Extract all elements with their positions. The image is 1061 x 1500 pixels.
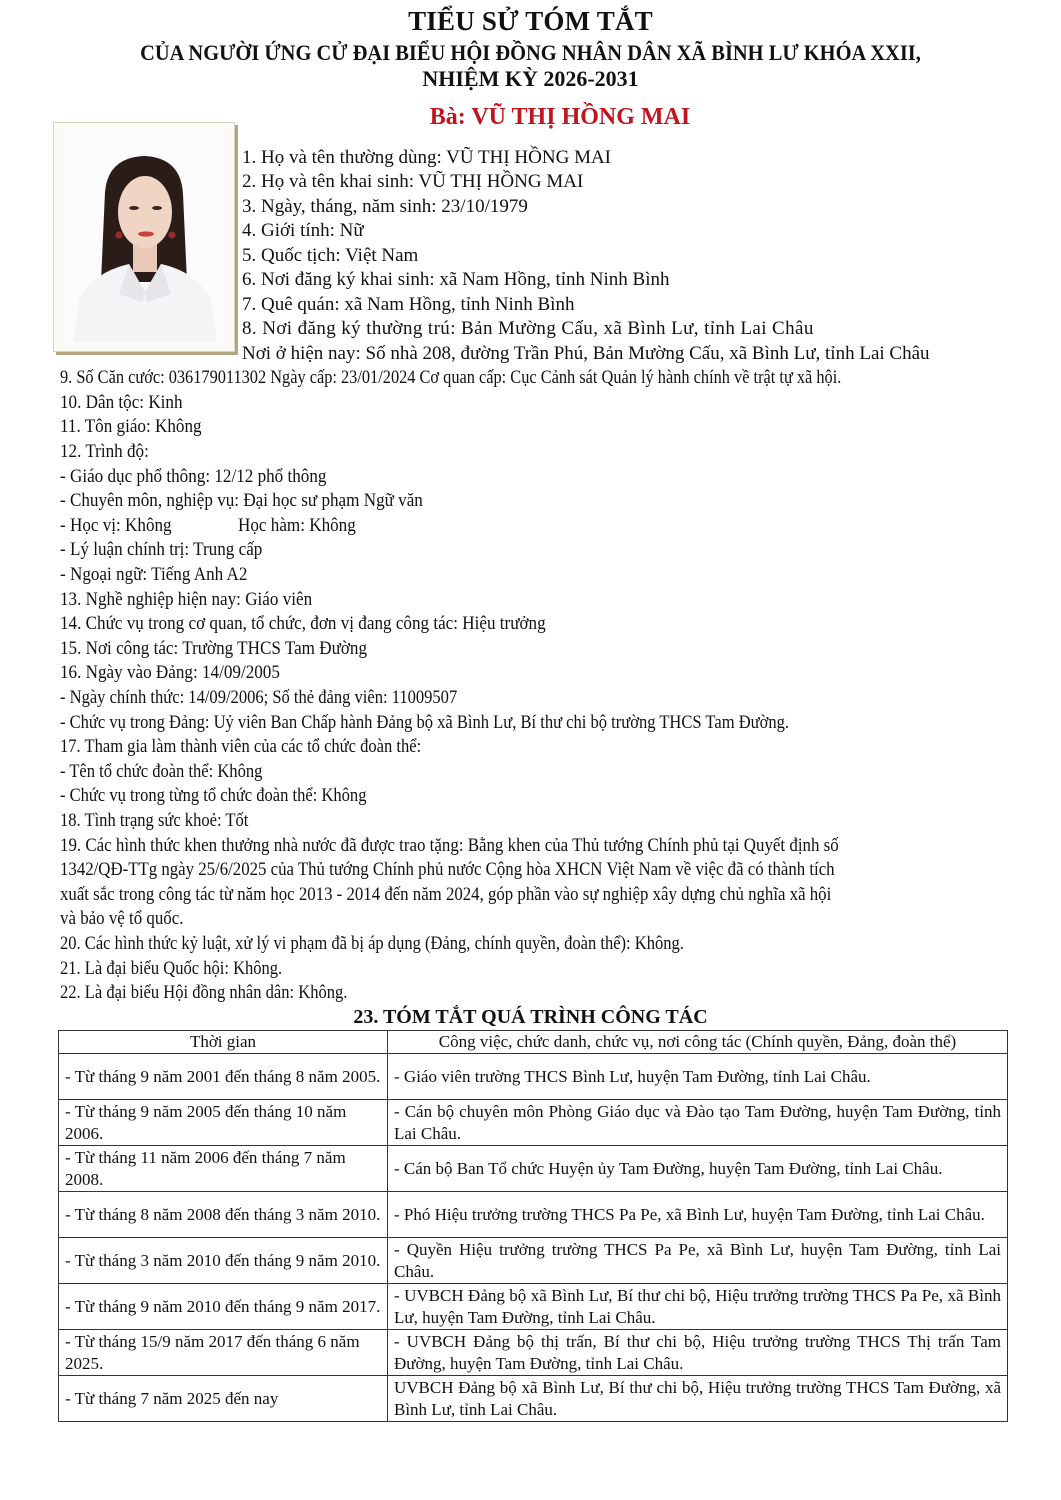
detail-line: - Ngày chính thức: 14/09/2006; Số thẻ đảng viên: 11009507 [60, 687, 458, 708]
table-row [59, 1054, 1008, 1100]
detail-line: 15. Nơi công tác: Trường THCS Tam Đường [60, 638, 367, 659]
detail-line: 10. Dân tộc: Kinh [60, 392, 183, 413]
detail-line: 16. Ngày vào Đảng: 14/09/2005 [60, 662, 280, 683]
portrait-frame [53, 122, 235, 352]
award-line: xuất sắc trong công tác từ năm học 2013 - 2014 đến năm 2024, góp phần vào sự nghiệp xây dựng chủ nghĩa xã hội [60, 884, 832, 905]
detail-line: - Ngoại ngữ: Tiếng Anh A2 [60, 564, 248, 585]
tail-line: 21. Là đại biểu Quốc hội: Không. [60, 958, 283, 979]
tail-line: 22. Là đại biểu Hội đồng nhân dân: Không. [60, 982, 348, 1003]
detail-line: 11. Tôn giáo: Không [60, 416, 202, 437]
cell-time: - Từ tháng 9 năm 2005 đến tháng 10 năm 2006. [59, 1100, 388, 1146]
award-line: và bảo vệ tổ quốc. [60, 908, 184, 929]
candidate-portrait [63, 132, 225, 342]
cell-time: - Từ tháng 7 năm 2025 đến nay [59, 1376, 388, 1422]
info-line: 5. Quốc tịch: Việt Nam [242, 245, 419, 266]
cell-position: - Quyền Hiệu trưởng trường THCS Pa Pe, xã Bình Lư, huyện Tam Đường, tỉnh Lai Châu. [388, 1238, 1008, 1284]
detail-line: - Chuyên môn, nghiệp vụ: Đại học sư phạm Ngữ văn [60, 490, 423, 511]
detail-line: 9. Số Căn cước: 036179011302 Ngày cấp: 23/01/2024 Cơ quan cấp: Cục Cảnh sát Quản lý hành chính về trật tự xã hội. [60, 367, 842, 388]
tail-line: 20. Các hình thức kỷ luật, xử lý vi phạm đã bị áp dụng (Đảng, chính quyền, đoàn thể): Không. [60, 933, 684, 954]
detail-line: - Giáo dục phổ thông: 12/12 phổ thông [60, 466, 327, 487]
info-line: 2. Họ và tên khai sinh: VŨ THỊ HỒNG MAI [242, 171, 584, 192]
cell-position: - Giáo viên trường THCS Bình Lư, huyện Tam Đường, tỉnh Lai Châu. [388, 1054, 1008, 1100]
detail-line: 12. Trình độ: [60, 441, 149, 462]
column-header-position: Công việc, chức danh, chức vụ, nơi công tác (Chính quyền, Đảng, đoàn thể) [388, 1031, 1008, 1054]
detail-line: - Học vị: Không [60, 515, 172, 536]
cell-position: - Cán bộ chuyên môn Phòng Giáo dục và Đào tạo Tam Đường, huyện Tam Đường, tỉnh Lai Châu. [388, 1100, 1008, 1146]
cell-time: - Từ tháng 15/9 năm 2017 đến tháng 6 năm 2025. [59, 1330, 388, 1376]
info-line: 8. Nơi đăng ký thường trú: Bản Mường Cấu, xã Bình Lư, tỉnh Lai Châu [242, 318, 814, 339]
cell-position: UVBCH Đảng bộ xã Bình Lư, Bí thư chi bộ, Hiệu trưởng trường THCS Tam Đường, xã Bình Lư, tỉnh Lai Châu. [388, 1376, 1008, 1422]
cell-position: - Cán bộ Ban Tổ chức Huyện ủy Tam Đường, huyện Tam Đường, tỉnh Lai Châu. [388, 1146, 1008, 1192]
detail-line: 17. Tham gia làm thành viên của các tổ chức đoàn thể: [60, 736, 422, 757]
detail-line: 18. Tình trạng sức khoẻ: Tốt [60, 810, 249, 831]
table-header-row [59, 1031, 1008, 1054]
cell-time: - Từ tháng 3 năm 2010 đến tháng 9 năm 2010. [59, 1238, 388, 1284]
document-title: TIỂU SỬ TÓM TẮT [408, 6, 653, 36]
info-line: 4. Giới tính: Nữ [242, 220, 364, 241]
info-line: 6. Nơi đăng ký khai sinh: xã Nam Hồng, tỉnh Ninh Bình [242, 269, 670, 290]
info-line: 1. Họ và tên thường dùng: VŨ THỊ HỒNG MAI [242, 147, 612, 168]
cell-position: - UVBCH Đảng bộ xã Bình Lư, Bí thư chi bộ, Hiệu trưởng trường THCS Pa Pe, xã Bình Lư, huyện Tam Đường, tỉnh Lai Châu. [388, 1284, 1008, 1330]
detail-line: - Chức vụ trong từng tổ chức đoàn thể: Không [60, 785, 367, 806]
cell-time: - Từ tháng 9 năm 2001 đến tháng 8 năm 2005. [59, 1054, 388, 1100]
cell-position: - Phó Hiệu trưởng trường THCS Pa Pe, xã Bình Lư, huyện Tam Đường, tỉnh Lai Châu. [388, 1192, 1008, 1238]
table-row [59, 1192, 1008, 1238]
info-line: Nơi ở hiện nay: Số nhà 208, đường Trần Phú, Bản Mường Cấu, xã Bình Lư, tỉnh Lai Châu [242, 343, 930, 364]
detail-line: 13. Nghề nghiệp hiện nay: Giáo viên [60, 589, 313, 610]
column-header-time: Thời gian [59, 1031, 388, 1054]
table-row [59, 1376, 1008, 1422]
info-line: 7. Quê quán: xã Nam Hồng, tỉnh Ninh Bình [242, 294, 575, 315]
detail-line: - Lý luận chính trị: Trung cấp [60, 539, 263, 560]
candidate-name: Bà: VŨ THỊ HỒNG MAI [429, 104, 691, 130]
cell-time: - Từ tháng 11 năm 2006 đến tháng 7 năm 2008. [59, 1146, 388, 1192]
info-line: 3. Ngày, tháng, năm sinh: 23/10/1979 [242, 196, 528, 217]
document-subtitle: CỦA NGƯỜI ỨNG CỬ ĐẠI BIỂU HỘI ĐỒNG NHÂN DÂN XÃ BÌNH LƯ KHÓA XXII, [140, 40, 921, 65]
detail-line: 14. Chức vụ trong cơ quan, tổ chức, đơn vị đang công tác: Hiệu trưởng [60, 613, 546, 634]
table-row [59, 1100, 1008, 1146]
cell-time: - Từ tháng 8 năm 2008 đến tháng 3 năm 2010. [59, 1192, 388, 1238]
award-line: 19. Các hình thức khen thưởng nhà nước đã được trao tặng: Bằng khen của Thủ tướng Chính phủ tại Quyết định số [60, 835, 839, 856]
document-term: NHIỆM KỲ 2026-2031 [422, 66, 639, 91]
award-line: 1342/QĐ-TTg ngày 25/6/2025 của Thủ tướng Chính phủ nước Cộng hòa XHCN Việt Nam về việc đã có thành tích [60, 859, 835, 880]
detail-line: - Tên tổ chức đoàn thể: Không [60, 761, 263, 782]
work-history-table [58, 1030, 1008, 1422]
work-history-title: 23. TÓM TẮT QUÁ TRÌNH CÔNG TÁC [353, 1006, 708, 1028]
table-row [59, 1146, 1008, 1192]
hoc-ham: Học hàm: Không [238, 515, 356, 536]
table-row [59, 1238, 1008, 1284]
detail-line: - Chức vụ trong Đảng: Uỷ viên Ban Chấp hành Đảng bộ xã Bình Lư, Bí thư chi bộ trường THCS Tam Đường. [60, 712, 789, 733]
table-row [59, 1284, 1008, 1330]
cell-time: - Từ tháng 9 năm 2010 đến tháng 9 năm 2017. [59, 1284, 388, 1330]
cell-position: - UVBCH Đảng bộ thị trấn, Bí thư chi bộ, Hiệu trưởng trường THCS Thị trấn Tam Đường, huyện Tam Đường, tỉnh Lai Châu. [388, 1330, 1008, 1376]
table-row [59, 1330, 1008, 1376]
portrait-icon [63, 132, 225, 342]
